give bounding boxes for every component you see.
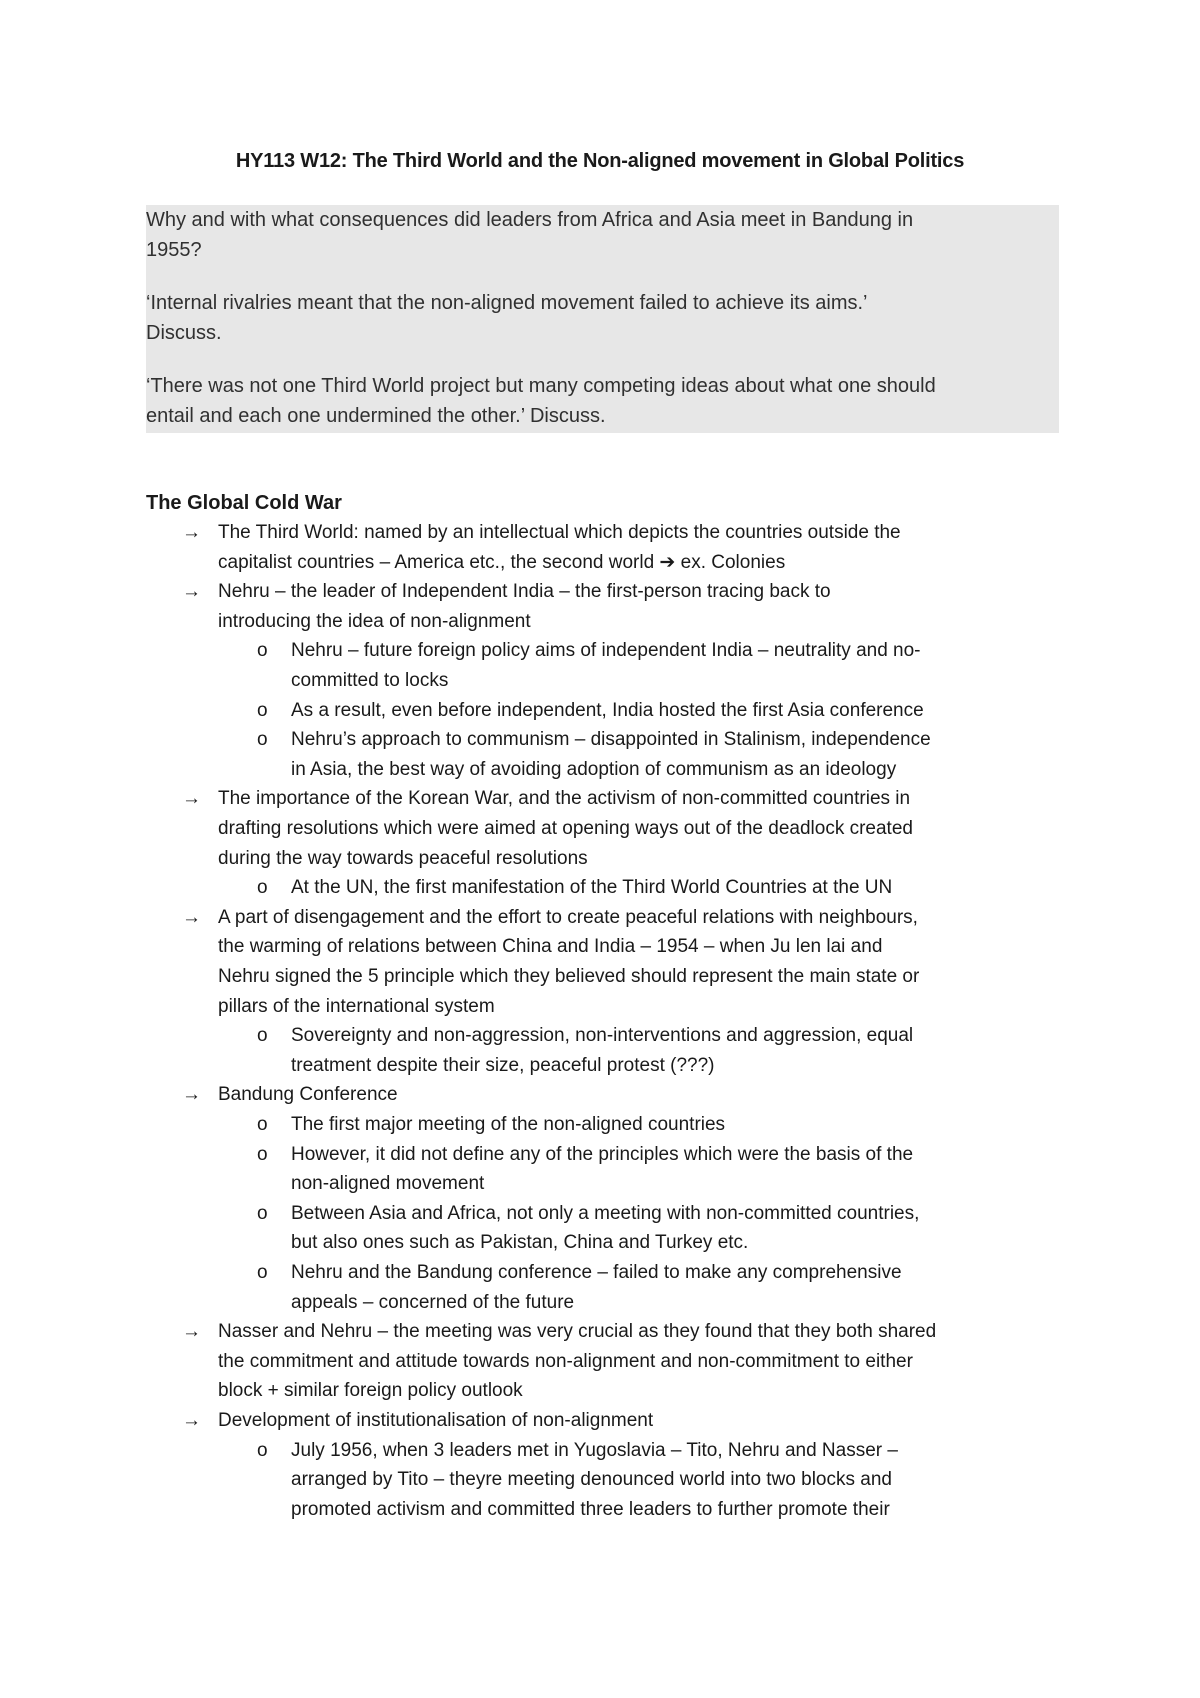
question-2-line-1: ‘Internal rivalries meant that the non-aligned movement failed to achieve its aims.’ [146, 292, 868, 314]
list-item-line: Nehru signed the 5 principle which they believed should represent the main state or [218, 966, 920, 987]
list-item-line: Nehru and the Bandung conference – failed to make any comprehensive [291, 1262, 902, 1283]
list-item-line: Nehru – the leader of Independent India – the first-person tracing back to [218, 581, 831, 603]
list-item-line: At the UN, the first manifestation of the Third World Countries at the UN [291, 877, 893, 899]
circle-bullet-icon: o [257, 729, 268, 751]
section-title: The Global Cold War [146, 492, 342, 514]
list-item-line: A part of disengagement and the effort to create peaceful relations with neighbours, [218, 906, 918, 928]
question-1-line-1: Why and with what consequences did leaders from Africa and Asia meet in Bandung in [146, 209, 914, 231]
circle-bullet-icon: o [257, 1114, 268, 1135]
list-item-line: Bandung Conference [218, 1084, 398, 1106]
circle-bullet-icon: o [257, 640, 268, 662]
arrow-bullet-icon: → [182, 1321, 201, 1343]
list-item-line: As a result, even before independent, India hosted the first Asia conference [291, 699, 924, 721]
list-item-line: Nehru’s approach to communism – disappointed in Stalinism, independence [291, 729, 931, 751]
list-item-line: arranged by Tito – theyre meeting denounced world into two blocks and [291, 1469, 892, 1491]
circle-bullet-icon: o [257, 1025, 268, 1047]
question-3-line-1: ‘There was not one Third World project but many competing ideas about what one should [146, 375, 936, 397]
circle-bullet-icon: o [257, 1143, 268, 1165]
list-item-line: block + similar foreign policy outlook [218, 1380, 523, 1402]
list-item-line: Between Asia and Africa, not only a meeting with non-committed countries, [291, 1202, 920, 1224]
arrow-bullet-icon: → [182, 788, 201, 810]
list-item-line: capitalist countries – America etc., the second world ➔ ex. Colonies [218, 551, 786, 573]
list-item-line: drafting resolutions which were aimed at opening ways out of the deadlock created [218, 818, 913, 839]
list-item-line: Sovereignty and non-aggression, non-interventions and aggression, equal [291, 1025, 914, 1047]
list-item-line: non-aligned movement [291, 1173, 485, 1195]
list-item-line: promoted activism and committed three leaders to further promote their [291, 1498, 890, 1520]
question-2-line-2: Discuss. [146, 322, 222, 344]
list-item-line: but also ones such as Pakistan, China and Turkey etc. [291, 1232, 749, 1254]
list-item-line: the warming of relations between China and India – 1954 – when Ju len lai and [218, 936, 883, 958]
circle-bullet-icon: o [257, 1202, 268, 1224]
list-item-line: July 1956, when 3 leaders met in Yugoslavia – Tito, Nehru and Nasser – [291, 1439, 898, 1461]
arrow-bullet-icon: → [182, 906, 201, 928]
arrow-bullet-icon: → [182, 1084, 201, 1106]
list-item-line: committed to locks [291, 670, 449, 691]
circle-bullet-icon: o [257, 699, 268, 721]
question-3-line-2: entail and each one undermined the other.’ Discuss. [146, 405, 606, 427]
list-item-line: However, it did not define any of the principles which were the basis of the [291, 1143, 914, 1165]
list-item-line: the commitment and attitude towards non-alignment and non-commitment to either [218, 1350, 913, 1372]
essay-questions-box [146, 205, 1059, 433]
arrow-bullet-icon: → [182, 522, 201, 543]
arrow-bullet-icon: → [182, 1410, 201, 1431]
list-item-line: Nasser and Nehru – the meeting was very crucial as they found that they both shared [218, 1321, 937, 1343]
list-item-line: treatment despite their size, peaceful protest (???) [291, 1054, 715, 1076]
list-item-line: pillars of the international system [218, 995, 495, 1017]
circle-bullet-icon: o [257, 1262, 268, 1283]
list-item-line: in Asia, the best way of avoiding adoption of communism as an ideology [291, 758, 897, 780]
circle-bullet-icon: o [257, 877, 268, 899]
list-item-line: Nehru – future foreign policy aims of independent India – neutrality and no- [291, 640, 921, 662]
list-item-line: The Third World: named by an intellectual which depicts the countries outside the [218, 522, 901, 543]
list-item-line: appeals – concerned of the future [291, 1291, 575, 1313]
document-title: HY113 W12: The Third World and the Non-aligned movement in Global Politics [235, 150, 965, 172]
circle-bullet-icon: o [257, 1439, 268, 1461]
list-item-line: during the way towards peaceful resolutions [218, 847, 588, 869]
list-item-line: introducing the idea of non-alignment [218, 610, 531, 632]
list-item-line: The first major meeting of the non-aligned countries [291, 1114, 726, 1135]
question-1-line-2: 1955? [146, 239, 202, 261]
list-item-line: Development of institutionalisation of non-alignment [218, 1410, 654, 1431]
arrow-bullet-icon: → [182, 581, 201, 603]
list-item-line: The importance of the Korean War, and the activism of non-committed countries in [218, 788, 911, 810]
